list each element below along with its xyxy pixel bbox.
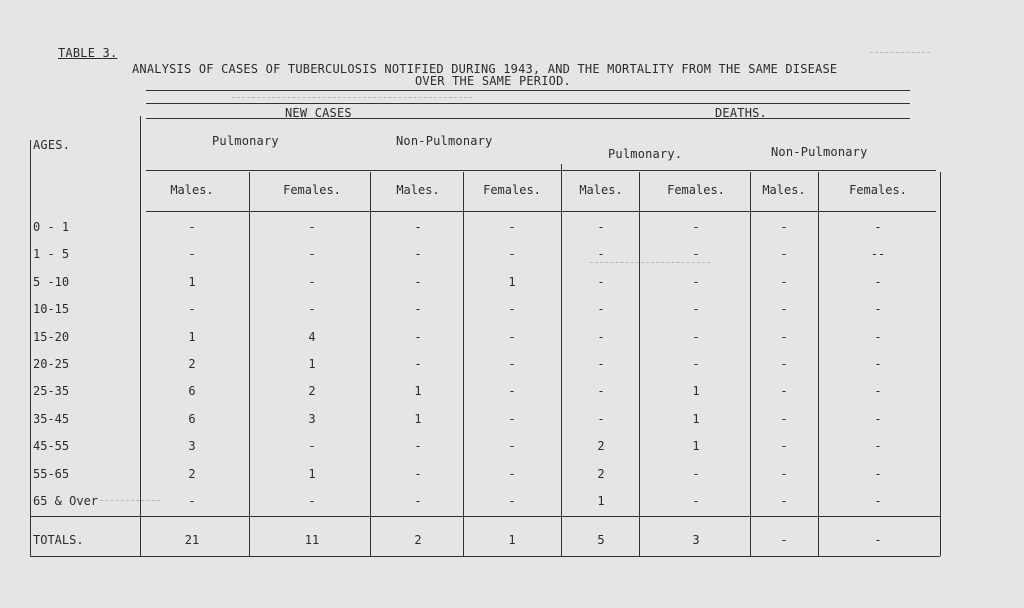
table-cell: - [692, 329, 700, 344]
smudge [100, 500, 160, 501]
table-cell: - [508, 357, 516, 371]
smudge [870, 52, 930, 53]
vline-3 [463, 172, 464, 556]
table-cell: - [508, 302, 516, 317]
totals-cell: 21 [184, 533, 200, 547]
subheader-males: Males. [396, 183, 440, 197]
table-cell: - [874, 302, 882, 317]
totals-cell: 2 [414, 533, 422, 547]
table-cell: - [414, 329, 422, 344]
table-cell: - [597, 274, 605, 289]
totals-cell: 3 [692, 533, 700, 547]
table-cell: 2 [188, 357, 196, 371]
table-title-line2: OVER THE SAME PERIOD. [415, 74, 571, 88]
totals-cell: - [874, 533, 882, 547]
table-cell: - [780, 384, 788, 399]
table-cell: - [692, 494, 700, 508]
table-cell: - [874, 357, 882, 371]
table-cell: 1 [597, 494, 605, 508]
table-cell: - [692, 302, 700, 317]
table-cell: - [414, 274, 422, 289]
vline-6 [750, 172, 751, 556]
table-cell: 1 [414, 384, 422, 399]
table-cell: - [780, 220, 788, 234]
table-cell: - [414, 494, 422, 508]
table-cell: 1 [188, 329, 196, 344]
table-cell: - [780, 247, 788, 262]
subheader-females: Females. [849, 183, 907, 197]
table-cell: 2 [597, 466, 605, 481]
table-cell: 1 [308, 466, 316, 481]
table-cell: - [414, 302, 422, 317]
rule-top [146, 90, 910, 91]
table-cell: - [414, 439, 422, 454]
table-cell: - [188, 302, 196, 317]
table-title-line1: ANALYSIS OF CASES OF TUBERCULOSIS NOTIFIED DURING 1943, AND THE MORTALITY FROM THE SAME DISEASE [132, 62, 838, 76]
table-cell: - [874, 411, 882, 426]
table-cell: - [597, 302, 605, 317]
totals-label: TOTALS. [33, 533, 84, 547]
rule-2 [146, 103, 910, 104]
table-cell: - [874, 329, 882, 344]
table-cell: 3 [188, 439, 196, 454]
age-group-label: 35-45 [33, 411, 70, 426]
table-cell: - [780, 439, 788, 454]
header-ages: AGES. [33, 138, 71, 152]
totals-cell: 11 [304, 533, 320, 547]
table-cell: - [308, 302, 316, 317]
table-cell: - [508, 384, 516, 399]
subheader-males: Males. [170, 183, 214, 197]
totals-cell: 1 [508, 533, 516, 547]
table-cell: 1 [188, 274, 196, 289]
vline-left [30, 140, 31, 556]
age-group-label: 15-20 [33, 329, 70, 344]
table-cell: - [414, 220, 422, 234]
table-cell: - [597, 357, 605, 371]
totals-cell: 5 [597, 533, 605, 547]
table-cell: - [508, 220, 516, 234]
table-cell: - [597, 220, 605, 234]
age-group-label: 20-25 [33, 357, 70, 371]
vline-7 [818, 172, 819, 556]
table-cell: 1 [692, 411, 700, 426]
table-cell: - [508, 494, 516, 508]
table-cell: - [780, 274, 788, 289]
table-cell: - [414, 466, 422, 481]
header-pulmonary-deaths: Pulmonary. [608, 147, 683, 161]
table-cell: - [874, 439, 882, 454]
table-cell: 1 [308, 357, 316, 371]
table-cell: 4 [308, 329, 316, 344]
age-group-label: 55-65 [33, 466, 70, 481]
table-cell: - [692, 357, 700, 371]
table-cell: - [188, 220, 196, 234]
table-cell: - [780, 302, 788, 317]
age-group-label: 65 & Over [33, 494, 99, 508]
rule-bottom [30, 556, 940, 557]
table-cell: 1 [692, 384, 700, 399]
table-cell: - [780, 411, 788, 426]
table-cell: - [508, 466, 516, 481]
vline-4 [561, 164, 562, 556]
table-cell: - [597, 384, 605, 399]
table-cell: 2 [308, 384, 316, 399]
header-new-cases: NEW CASES [285, 106, 352, 120]
table-cell: - [692, 274, 700, 289]
table-cell: - [692, 466, 700, 481]
subheader-females: Females. [483, 183, 541, 197]
table-cell: - [597, 411, 605, 426]
table-cell: 2 [597, 439, 605, 454]
subheader-males: Males. [579, 183, 623, 197]
smudge [590, 262, 710, 263]
table-cell: - [508, 439, 516, 454]
age-group-label: 25-35 [33, 384, 70, 399]
table-cell: - [308, 439, 316, 454]
table-cell: - [308, 494, 316, 508]
vline-1 [249, 172, 250, 556]
age-group-label: 1 - 5 [33, 247, 70, 262]
vline-ages [140, 116, 141, 556]
subheader-males: Males. [762, 183, 806, 197]
table-cell: 6 [188, 411, 196, 426]
vline-2 [370, 172, 371, 556]
table-cell: - [508, 329, 516, 344]
table-cell: - [780, 329, 788, 344]
table-cell: 1 [414, 411, 422, 426]
table-cell: 3 [308, 411, 316, 426]
table-cell: 1 [692, 439, 700, 454]
vline-5 [639, 172, 640, 556]
table-cell: - [308, 247, 316, 262]
age-group-label: 10-15 [33, 302, 70, 317]
table-cell: - [188, 247, 196, 262]
subheader-females: Females. [667, 183, 725, 197]
table-cell: - [874, 466, 882, 481]
table-cell: - [308, 274, 316, 289]
table-cell: - [780, 494, 788, 508]
header-deaths: DEATHS. [715, 106, 767, 120]
header-non-pulmonary-deaths: Non-Pulmonary [771, 145, 868, 159]
smudge [232, 97, 472, 98]
table-cell: -- [870, 247, 886, 262]
table-cell: - [188, 494, 196, 508]
table-cell: - [874, 384, 882, 399]
table-cell: - [692, 220, 700, 234]
subheader-females: Females. [283, 183, 341, 197]
rule-subheader [146, 170, 936, 171]
table-cell: - [874, 220, 882, 234]
table-cell: - [508, 411, 516, 426]
table-cell: - [874, 274, 882, 289]
table-cell: - [508, 247, 516, 262]
age-group-label: 5 -10 [33, 274, 70, 289]
table-cell: - [874, 494, 882, 508]
table-cell: - [780, 357, 788, 371]
table-cell: - [780, 466, 788, 481]
table-cell: - [692, 247, 700, 262]
age-group-label: 45-55 [33, 439, 70, 454]
table-cell: - [597, 247, 605, 262]
rule-3 [146, 118, 910, 119]
table-label: TABLE 3. [58, 46, 118, 60]
table-cell: - [414, 357, 422, 371]
table-cell: 6 [188, 384, 196, 399]
table-cell: 2 [188, 466, 196, 481]
age-group-label: 0 - 1 [33, 220, 70, 234]
header-non-pulmonary: Non-Pulmonary [396, 134, 493, 148]
table-cell: - [597, 329, 605, 344]
table-cell: - [308, 220, 316, 234]
rule-totals-top [30, 516, 940, 517]
vline-right [940, 172, 941, 556]
totals-cell: - [780, 533, 788, 547]
header-pulmonary: Pulmonary [212, 134, 279, 148]
table-cell: 1 [508, 274, 516, 289]
table-cell: - [414, 247, 422, 262]
